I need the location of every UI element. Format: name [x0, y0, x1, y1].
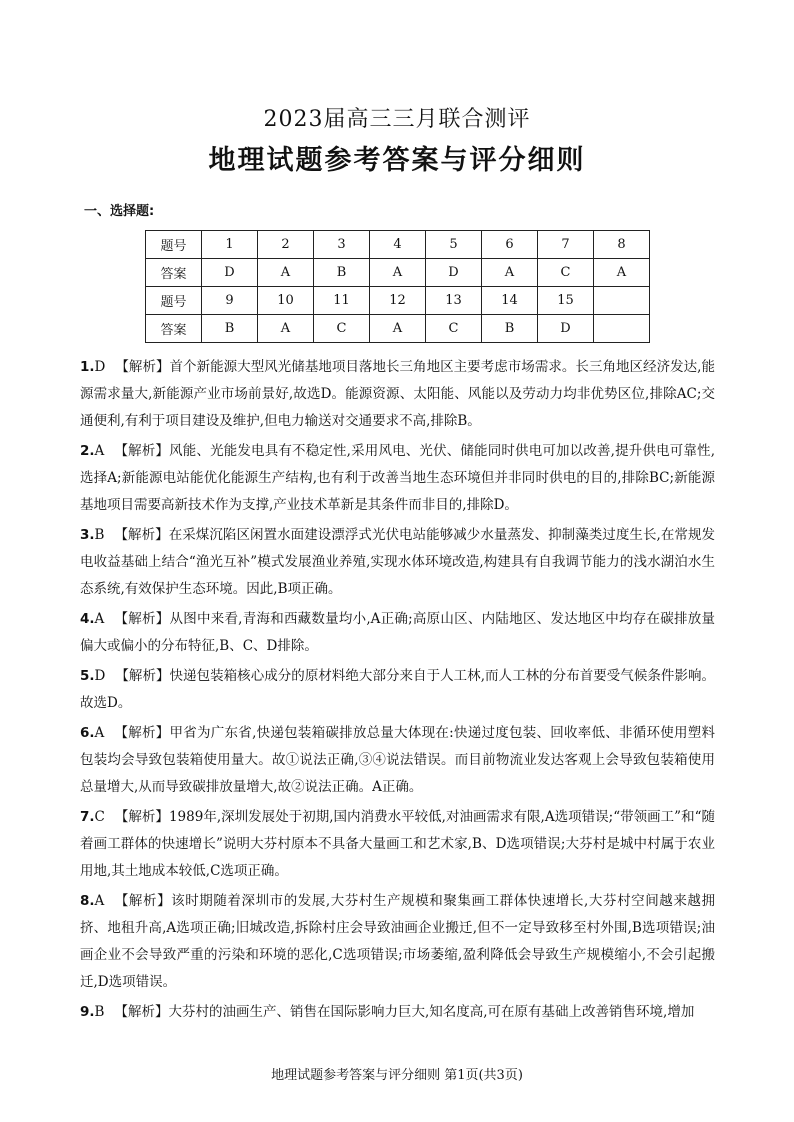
- item-analysis-tag: 【解析】: [114, 443, 170, 459]
- item-analysis-tag: 【解析】: [115, 668, 170, 684]
- item-answer: D: [94, 668, 106, 684]
- table-row: [146, 231, 650, 259]
- table-cell: 6: [482, 231, 538, 259]
- table-cell: 5: [426, 231, 482, 259]
- item-number: 4.: [80, 611, 95, 627]
- item-text: 快递包装箱核心成分的原材料绝大部分来自于人工林,而人工林的分布首要受气候条件影响。故选D。: [80, 668, 716, 711]
- table-cell: [594, 315, 650, 343]
- table-cell: D: [202, 259, 258, 287]
- explanation-item: [80, 606, 715, 660]
- item-analysis-tag: 【解析】: [114, 611, 170, 627]
- table-cell: 1: [202, 231, 258, 259]
- item-text: 1989年,深圳发展处于初期,国内消费水平较低,对油画需求有限,A选项错误;“带领画工”和“随着画工群体的快速增长”说明大芬村原本不具备大量画工和艺术家,B、D选项错误;大芬村是城中村属于农业用地,其土地成本较低,C选项正确。: [80, 809, 716, 879]
- table-cell: 15: [538, 287, 594, 315]
- item-text: 首个新能源大型风光储基地项目落地长三角地区主要考虑市场需求。长三角地区经济发达,能源需求量大,新能源产业市场前景好,故选D。能源资源、太阳能、风能以及劳动力均非优势区位,排除AC;交通便利,有利于项目建设及维护,但电力输送对交通要求不高,排除B。: [80, 359, 716, 429]
- table-cell: C: [426, 315, 482, 343]
- explanation-item: [80, 888, 715, 996]
- answer-table: [145, 230, 650, 343]
- page-title-line2: 地理试题参考答案与评分细则: [208, 145, 586, 176]
- table-cell: D: [538, 315, 594, 343]
- item-answer: C: [94, 809, 105, 825]
- item-analysis-tag: 【解析】: [114, 809, 169, 825]
- table-cell: A: [594, 259, 650, 287]
- table-cell: B: [482, 315, 538, 343]
- table-cell: D: [426, 259, 482, 287]
- item-answer: A: [94, 893, 105, 909]
- table-cell: 11: [314, 287, 370, 315]
- table-cell: B: [314, 259, 370, 287]
- explanation-item: [80, 999, 715, 1026]
- table-cell: 13: [426, 287, 482, 315]
- item-answer: A: [94, 611, 105, 627]
- table-cell: 4: [370, 231, 426, 259]
- item-text: 甲省为广东省,快递包装箱碳排放总量大体现在:快递过度包装、回收率低、非循环使用塑料包装均会导致包装箱使用量大。故①说法正确,③④说法错误。而目前物流业发达客观上会导致包装箱使用总量增大,从而导致碳排放量增大,故②说法正确。A正确。: [80, 725, 715, 795]
- explanation-item: [80, 438, 715, 519]
- table-cell: 2: [258, 231, 314, 259]
- item-number: 6.: [80, 725, 95, 741]
- item-text: 从图中来看,青海和西藏数量均小,A正确;高原山区、内陆地区、发达地区中均存在碳排放量偏大或偏小的分布特征,B、C、D排除。: [80, 611, 715, 654]
- table-cell: 14: [482, 287, 538, 315]
- table-cell: B: [202, 315, 258, 343]
- table-cell: 10: [258, 287, 314, 315]
- table-row: [146, 315, 650, 343]
- item-text: 风能、光能发电具有不稳定性,采用风电、光伏、储能同时供电可加以改善,提升供电可靠性,选择A;新能源电站能优化能源生产结构,也有利于改善当地生态环境但并非同时供电的目的,排除BC;新能源基地项目需要高新技术作为支撑,产业技术革新是其条件而非目的,排除D。: [80, 443, 716, 513]
- table-row: [146, 259, 650, 287]
- table-cell: 3: [314, 231, 370, 259]
- table-cell: 12: [370, 287, 426, 315]
- item-answer: B: [94, 1004, 105, 1020]
- section-heading: 一、选择题:: [84, 204, 155, 219]
- item-number: 1.: [80, 359, 95, 375]
- page-title-line1: 2023届高三三月联合测评: [263, 107, 531, 132]
- explanation-item: [80, 354, 715, 435]
- table-cell: 7: [538, 231, 594, 259]
- answer-explanations: [80, 354, 715, 1029]
- item-analysis-tag: 【解析】: [114, 725, 170, 741]
- item-number: 8.: [80, 893, 95, 909]
- table-row: [146, 287, 650, 315]
- item-text: 在采煤沉陷区闲置水面建设漂浮式光伏电站能够减少水量蒸发、抑制藻类过度生长,在常规发电收益基础上结合“渔光互补”模式发展渔业养殖,实现水体环境改造,构建具有自我调节能力的浅水湖泊水生态系统,有效保护生态环境。因此,B项正确。: [80, 527, 715, 597]
- table-cell: A: [370, 315, 426, 343]
- explanation-item: [80, 663, 715, 717]
- item-answer: D: [94, 359, 106, 375]
- explanation-item: [80, 720, 715, 801]
- table-cell: A: [482, 259, 538, 287]
- table-cell: A: [258, 259, 314, 287]
- row-label: 答案: [146, 259, 202, 287]
- item-text: 该时期随着深圳市的发展,大芬村生产规模和聚集画工群体快速增长,大芬村空间越来越拥挤、地租升高,A选项正确;旧城改造,拆除村庄会导致油画企业搬迁,但不一定导致移至村外围,B选项错误;油画企业不会导致严重的污染和环境的恶化,C选项错误;市场萎缩,盈利降低会导致生产规模缩小,不会引起搬迁,D选项错误。: [80, 893, 715, 990]
- row-label: 题号: [146, 287, 202, 315]
- row-label: 题号: [146, 231, 202, 259]
- item-answer: B: [94, 527, 105, 543]
- table-cell: [594, 287, 650, 315]
- row-label: 答案: [146, 315, 202, 343]
- item-number: 7.: [80, 809, 95, 825]
- table-cell: C: [314, 315, 370, 343]
- table-cell: 8: [594, 231, 650, 259]
- item-answer: A: [94, 443, 105, 459]
- table-cell: 9: [202, 287, 258, 315]
- item-number: 5.: [80, 668, 95, 684]
- item-analysis-tag: 【解析】: [115, 359, 170, 375]
- item-number: 2.: [80, 443, 95, 459]
- item-analysis-tag: 【解析】: [114, 527, 169, 543]
- explanation-item: [80, 804, 715, 885]
- item-analysis-tag: 【解析】: [114, 893, 172, 909]
- item-number: 3.: [80, 527, 95, 543]
- item-text: 大芬村的油画生产、销售在国际影响力巨大,知名度高,可在原有基础上改善销售环境,增加: [168, 1004, 695, 1020]
- page-footer: 地理试题参考答案与评分细则 第1页(共3页): [271, 1068, 523, 1083]
- item-number: 9.: [80, 1004, 95, 1020]
- item-answer: A: [94, 725, 105, 741]
- item-analysis-tag: 【解析】: [114, 1004, 169, 1020]
- table-cell: C: [538, 259, 594, 287]
- table-cell: A: [258, 315, 314, 343]
- table-cell: A: [370, 259, 426, 287]
- explanation-item: [80, 522, 715, 603]
